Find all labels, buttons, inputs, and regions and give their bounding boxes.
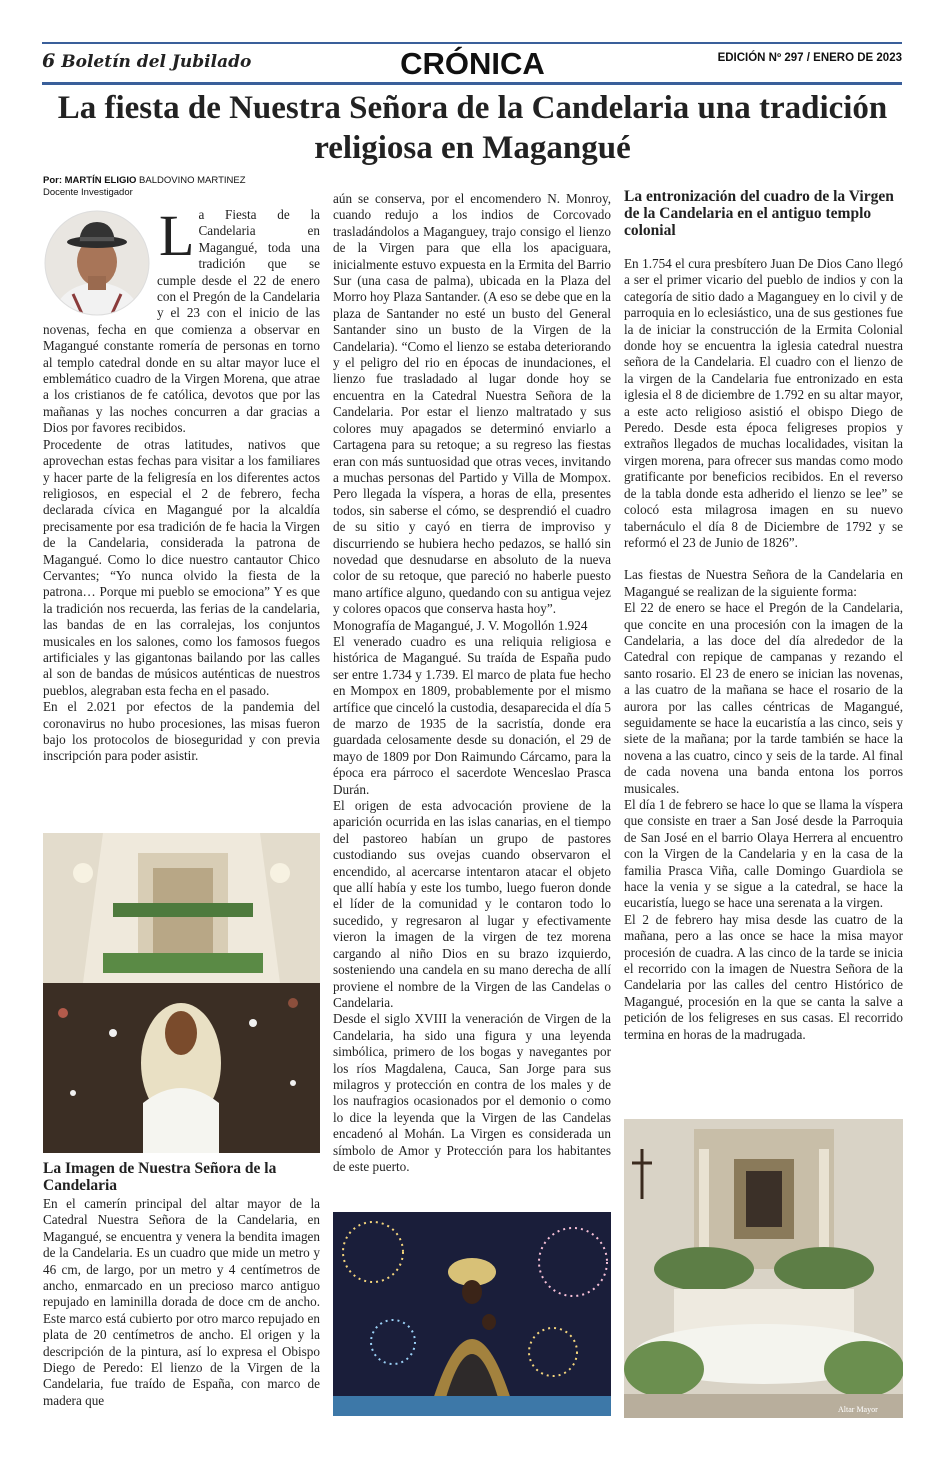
col3-paragraph-2: Las fiestas de Nuestra Señora de la Candelaria en Magangué se realizan de la siguiente forma: xyxy=(624,567,903,599)
col3-paragraph-1: En 1.754 el cura presbítero Juan De Dios Cano llegó a ser el primer vicario del pueblo de indios y con la categoría de sitio dado a Maganguey en lo civil y de parroquia en lo eclesiástico, una de sus gestiones fue la de iniciar la construcción de la Ermita Colonial donde hoy se encuentra la iglesia catedral nuestra señora de la Candelaria. El cuadro con el lienzo de la virgen de la Candelaria fue entronizado en esta iglesia el 8 de diciembre de 1.792 en su altar mayor, a este acto religioso asistió el obispo Diego de Peredo. Desde esta época feligreses propios y extraños llegados de muchas localidades, visitan la virgen morena, para ofrecer sus mandas como modo gratificante por beneficios recibidos. En el reverso de la tabla donde esta adherido el lienzo se lee” se colocó esta milagrosa imagen en su nuevo tabernáculo el día 8 de Diciembre de 1792 y se reformó el 23 de Junio de 1826”. xyxy=(624,256,903,550)
publication-name: Boletín del Jubilado xyxy=(61,52,252,72)
column-1-bottom xyxy=(43,1196,320,1418)
byline-author-rest: BALDOVINO MARTINEZ xyxy=(136,175,246,186)
col3-subhead: La entronización del cuadro de la Virgen de la Candelaria en el antiguo templo colonial xyxy=(624,188,894,239)
edition-label: EDICIÓN Nº 297 / ENERO DE 2023 xyxy=(717,52,902,64)
col2-citation: Monografía de Magangué, J. V. Mogollón 1.924 xyxy=(333,617,588,633)
virgin-fireworks-photo xyxy=(333,1212,611,1416)
page-number: 6 xyxy=(42,50,56,72)
col2-paragraph-5: Desde el siglo XVIII la veneración de Virgen de la Candelaria, ha sido una figura y una leyenda simbólica, primero de los bogas y navegantes por los ríos Magdalena, Cauca, San Jorge para sus milagros y protección en contra de los males y de los naufragios ocasionados por el demonio o como lo dice la leyenda que la Virgen de las Candelas encadenó al Mohán. La Virgen es considerada un símbolo de Amor y Protección para los habitantes de este puerto. xyxy=(333,1011,611,1174)
col2-paragraph-1: aún se conserva, por el encomendero N. Monroy, cuando redujo a los indios de Corcovado trasladándolos a Maganguey, trajo consigo el lienzo de la Virgen para que ella los apaciguara, inicialmente estuvo expuesta en la Ermita del Barrio Sur (una casa de palma), ubicada en la Plaza del Morro hoy Plaza Santander. (A eso se debe que en la plaza de Santander no esté un busto del General Santander sino un busto de la Virgen de la Candelaria). “Como el lienzo se estaba deteriorando y el peligro del rio en épocas de inundaciones, el lienzo fue trasladado al lugar donde hoy se encuentra en la Catedral Nuestra Señora de la Candelaria. Por estar el lienzo maltratado y sus colores muy apagados se determinó enviarlo a Cartagena para su retoque; a su regreso las fiestas eran con más suntuosidad que otras veces, invitando a muchas personas del Partido y Villa de Mompox. Pero llegada la víspera, a horas de ella, presentes todos, sin saberse el cómo, se desprendió el cuadro de su sitio y cayó en tierra de improviso y discurriendo se hubiera hecho pedazos, se halló sin novedad que desnudarse en absoluto de la nueva color de su retoque, que pareció no haberle puesto mano artífice alguno, quedando con su antigua vejez y colores opacos que conserva hasta hoy”. xyxy=(333,191,611,617)
column-2 xyxy=(333,191,611,1207)
column-3 xyxy=(624,256,903,1112)
col3-paragraph-3: El 22 de enero se hace el Pregón de la Candelaria, que concite en una procesión con la imagen de la Candelaria, a las doce del día alrededor de la Catedral con repique de campanas y rezando el santo rosario. El 23 de enero se inician las novenas, a las cuatro de la mañana se hace el rosario de la aurora por las calles céntricas de Magangué, seguidamente se hace la eucaristía a las cinco, seis y siete de la mañana; por la tarde también se hace la novena a las cuatro, cinco y seis de la tarde. Al final de cada novena una banda entona los porros musicales. xyxy=(624,600,903,796)
drop-cap: L xyxy=(159,207,195,268)
col1-subhead: La Imagen de Nuestra Señora de la Candelaria xyxy=(43,1160,277,1194)
col3-paragraph-4: El día 1 de febrero se hace lo que se llama la víspera que consiste en traer a San José desde la Parroquia de San José en el barrio Olaya Herrera al encuentro con la Virgen de la Candelaria y en la casa de la familia Prasca Viña, calle Domingo Guardiola se hace la venia y se sigue a la catedral, se hace la eucaristía, luego se hace una serenata a la virgen. xyxy=(624,797,903,911)
col1-paragraph-4: En el camerín principal del altar mayor de la Catedral Nuestra Señora de la Candelaria, en Magangué, se encuentra y venera la bendita imagen de la Candelaria. Es un cuadro que mide un metro y 46 cm, de largo, por un metro y 4 centímetros de ancho, enmarcado en un precioso marco antiguo repujado en laminilla dorada de doce cm de ancho. Este marco está cubierto por otro marco repujado en plata de 20 centímetros de ancho. El origen y la descripción de la pintura, así lo expresa el Obispo Diego de Peredo: El lienzo de la Virgen de la Candelaria, fue traído de España, con marco de madera que xyxy=(43,1196,320,1408)
col2-paragraph-3: El venerado cuadro es una reliquia religiosa e histórica de Magangué. Su traída de España pudo ser entre 1.734 y 1.739. El marco de plata fue hecho en Mompox en 1809, probablemente por el mismo artífice que cinceló la custodia, desaparecida el día 5 de marzo de 1935 de la sacristía, donde era guardada celosamente desde su donación, el 29 de mayo de 1809 por Don Raimundo Cárcamo, para la época era párroco el sacerdote Wenceslao Prasca Durán. xyxy=(333,633,611,797)
column-1-top xyxy=(43,207,320,817)
author-portrait xyxy=(43,210,151,316)
section-title: CRÓNICA xyxy=(400,46,545,81)
header-rule xyxy=(42,82,902,85)
col1-paragraph-3: En el 2.021 por efectos de la pandemia del coronavirus no hubo procesiones, las misas fueron bajo los protocolos de bioseguridad y con previa inscripción para poder asistir. xyxy=(43,699,320,764)
byline-author: MARTÍN ELIGIO xyxy=(64,175,137,186)
altar-photo xyxy=(624,1119,903,1418)
byline-prefix: Por: xyxy=(43,175,65,186)
col1-paragraph-2: Procedente de otras latitudes, nativos que aprovechan estas fechas para visitar a los familiares y hacer parte de la feligresía en los diferentes actos religiosos, en especial el 2 de febrero, fecha declarada cívica en Magangué por la alcaldía precisamente por esa tradición de fe hacia la Virgen de la Candelaria, considerada la patrona de Magangué. Como lo dice nuestro cantautor Chico Cervantes; “Yo nunca olvido la fiesta de la patrona… Porque mi pueblo se emociona” Y es que la tradición nos recuerda, las ferias de la candelaria, las bandas de en las corralejas, los conjuntos musicales en los salones, como los famosos fuegos artificiales y las gigantonas bailando por las calles al son de bandas de músicos auténticas de nuestros pueblos, alegraban esta fecha en el pasado. xyxy=(43,436,320,698)
byline-role: Docente Investigador xyxy=(43,187,133,198)
col2-paragraph-4: El origen de esta advocación proviene de la aparición ocurrida en las islas canarias, en el tiempo del pastoreo habían un grupo de pastores custodiando sus ovejas cuando observaron el encendido, al acercarse intentaron atacar el objeto que allí había y este los tumbo, luego fueron donde el líder de la comunidad y le contaron todo lo sucedido, y regresaron al lugar y efectivamente vieron la imagen de la virgen de tez morena cargando al niño Dios en su brazo izquierdo, sosteniendo una candela en su mano derecha de allí proviene el nombre de la Virgen de las Candelas o Candelaria. xyxy=(333,798,611,1010)
procession-photo xyxy=(43,833,320,1153)
col1-intro: a Fiesta de la Candelaria en Magangué, toda una tradición que se cumple desde el 22 de enero con el Pregón de la Candelaria y el 23 con el inicio de las novenas, fecha en que comienza a observar en Magangué constante romería de personas en torno al templo catedral donde en su altar mayor luce el emblemático cuadro de la Virgen Morena, que atrae a los cristianos de fe católica, devotos que por las mañanas y las noches concurren a dar gracias a Dios por favores recibidos. xyxy=(43,207,320,436)
top-rule xyxy=(42,42,902,44)
byline xyxy=(43,175,246,199)
col3-paragraph-5: El 2 de febrero hay misa desde las cuatro de la mañana, pero a las once se hace la misa mayor procesión de cuadra. A las cinco de la tarde se inicia el recorrido con la imagen de Nuestra Señora de la Candelaria por las calles del centro Histórico de Magangué, procesión en la que se canta la salve a petición de los feligreses en sus casas. El recorrido termina en horas de la madrugada. xyxy=(624,911,903,1042)
altar-caption: Altar Mayor xyxy=(838,1405,878,1414)
headline: La fiesta de Nuestra Señora de la Candelaria una tradición religiosa en Magangué xyxy=(57,90,888,166)
